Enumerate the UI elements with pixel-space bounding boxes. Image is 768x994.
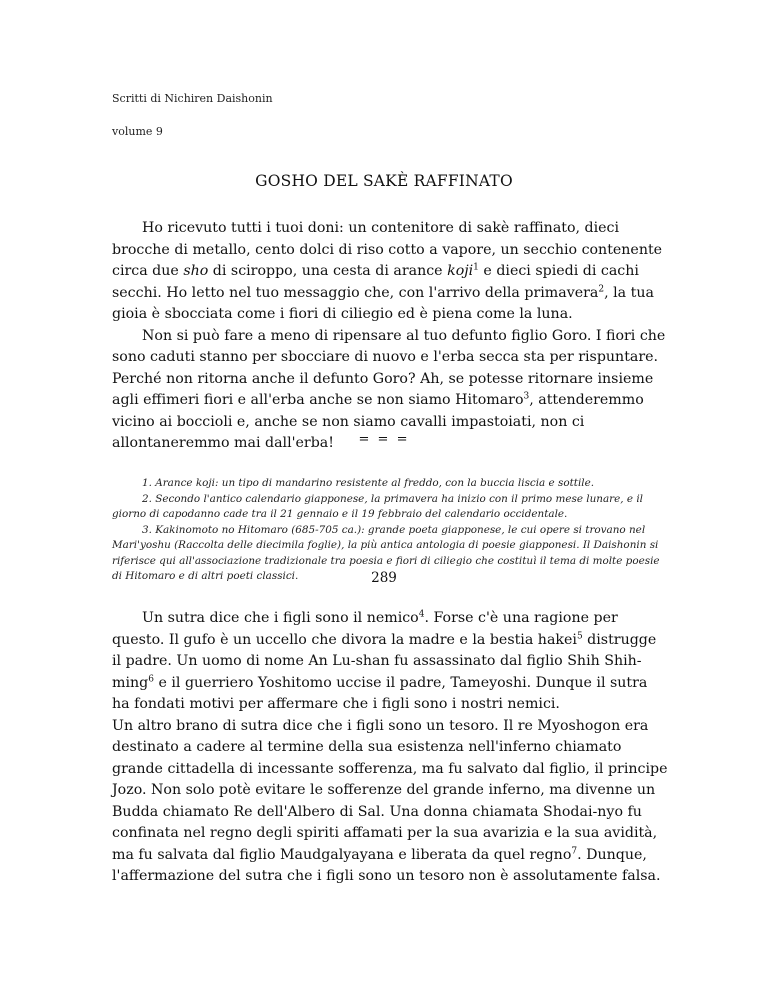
term-sho: sho <box>183 263 209 279</box>
term-koji: koji <box>447 263 474 279</box>
paragraph-2: Non si può fare a meno di ripensare al tuo defunto figlio Goro. I fiori che sono caduti stanno per sbocciare di nuovo e l'erba secca sta per rispuntare. Perché non ritorna anche il defunto Goro? Ah, se potesse ritornare insieme agli effimeri fiori e all'erba anche se non siamo Hitomaro$^3$, attenderemmo vicino ai boccioli e, anche se non siamo cavalli impastoiati, non ci allontaneremmo mai dall'erba! <box>112 327 666 451</box>
footnote-ref-4: 4 <box>418 609 425 620</box>
footnote-2: 2. Secondo l'antico calendario giapponese, la primavera ha inizio con il primo mese lunare, e il giorno di capodanno cade tra il 21 gennaio e il 19 febbraio del calendario occidentale. <box>112 492 643 520</box>
section-separator: = = = <box>358 432 410 447</box>
body-text-bottom <box>112 608 668 888</box>
footnote-ref-1: 1 <box>473 262 479 273</box>
footnote-3: 3. Kakinomoto no Hitomaro (685-705 ca.): grande poeta giapponese, le cui opere si trovano nel Mari'yoshu (Raccolta delle diecimila foglie), la più antica antologia di poesie giapponesi. Il Daishonin si riferisce qui all'associazione tradizionale tra poesia e fiori di ciliegio che costituì il tema di molte poesie di Hitomaro e di altri poeti classici. <box>112 523 660 582</box>
series-title: Scritti di Nichiren Daishonin <box>112 92 273 105</box>
footnote-ref-5: 5 <box>576 630 583 641</box>
paragraph-3: Un sutra dice che i figli sono il nemico$^4$. Forse c'è una ragione per questo. Il gufo è un uccello che divora la madre e la bestia hakei$^5$ distrugge il padre. Un uomo di nome An Lu-shan fu assassinato dal figlio Shih Shih-ming$^6$ e il guerriero Yoshitomo uccise il padre, Tameyoshi. Dunque il sutra ha fondati motivi per affermare che i figli sono i nostri nemici. <box>112 609 657 712</box>
footnote-1: 1. Arance koji: un tipo di mandarino resistente al freddo, con la buccia liscia e sottile. <box>142 477 595 489</box>
footnotes <box>112 476 668 585</box>
footnote-ref-6: 6 <box>148 673 154 684</box>
footnote-ref-2: 2 <box>598 283 605 294</box>
gosho-title: GOSHO DEL SAKÈ RAFFINATO <box>255 172 513 190</box>
paragraph-4: Un altro brano di sutra dice che i figli sono un tesoro. Il re Myoshogon era destinato a cadere al termine della sua esistenza nell'inferno chiamato grande cittadella di incessante sofferenza, ma fu salvato dal figlio, il principe Jozo. Non solo potè evitare le sofferenze del grande inferno, ma divenne un Budda chiamato Re dell'Albero di Sal. Una donna chiamata Shodai-nyo fu confinata nel regno degli spiriti affamati per la sua avarizia e la sua avidità, ma fu salvata dal figlio Maudgalyayana e liberata da quel regno$^7$. Dunque, l'affermazione del sutra che i figli sono un tesoro non è assolutamente falsa. <box>112 717 668 884</box>
page-number: 289 <box>371 570 397 586</box>
volume-label: volume 9 <box>112 125 163 138</box>
footnote-ref-3: 3 <box>523 391 530 402</box>
body-text-top <box>112 218 668 455</box>
paragraph-1: Ho ricevuto tutti i tuoi doni: un contenitore di sakè raffinato, dieci brocche di metallo, cento dolci di riso cotto a vapore, un secchio contenente circa due sho di sciroppo, una cesta di arance koji$^1$ e dieci spiedi di cachi secchi. Ho letto nel tuo messaggio che, con l'arrivo della primavera$^2$, la tua gioia è sbocciata come i fiori di ciliegio ed è piena come la luna. <box>112 220 663 322</box>
footnote-ref-7: 7 <box>571 845 578 856</box>
